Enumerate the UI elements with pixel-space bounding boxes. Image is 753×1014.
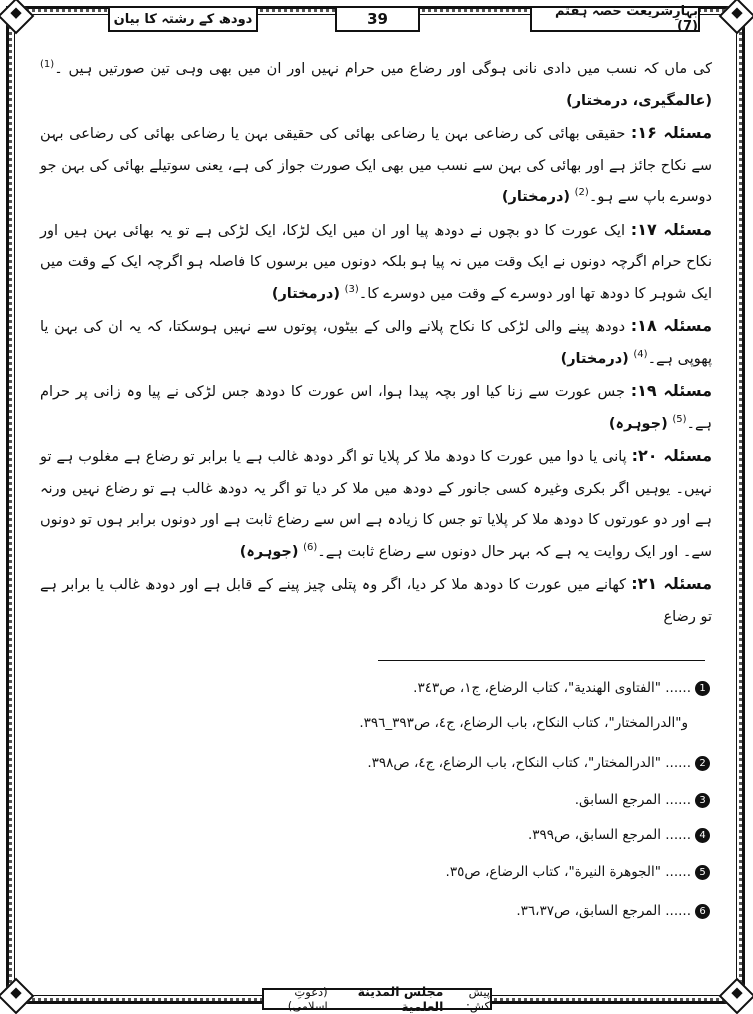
footnote-marker: (1) (40, 59, 55, 71)
header-chapter-title: دودھ کے رشتہ کا بیان (108, 6, 258, 32)
footnote-text: ...... المرجع السابق، ص٣٩٩. (527, 827, 691, 843)
footnote-text: ...... المرجع السابق، ص٣٦،٣٧. (516, 903, 691, 919)
citation: (درمختار) (501, 189, 571, 205)
footnote-text: و"الدرالمختار"، كتاب النكاح، باب الرضاع، ج٤، ص٣٩٣_٣٩٦. (359, 715, 688, 731)
footnote-text: ...... "الدرالمختار"، كتاب النكاح، باب الرضاع، ج٤، ص٣٩٨. (367, 755, 691, 771)
footnote-item (413, 680, 710, 696)
footnote-item (575, 792, 710, 808)
body-text: کی ماں کہ نسب میں دادی نانی ہوگی اور رضاع میں حرام نہیں اور ان میں بھی وہی تین صورتیں ہیں ۔ (54, 61, 712, 77)
footer-publisher-name: مجلس المدينة العلمية (357, 984, 444, 1014)
masala-17 (40, 214, 712, 311)
footnote-number: 6 (695, 904, 710, 919)
footnote-number: 3 (695, 793, 710, 808)
header-book-title: بہارِشریعت حصہ ہفتم (7) (530, 6, 700, 32)
masala-label: مسئلہ ۱۷: (630, 219, 713, 239)
masala-16 (40, 117, 712, 214)
footnote-text: ...... "الفتاوی الهندية"، كتاب الرضاع، ج١، ص٣٤٣. (413, 680, 691, 696)
footnote-item (528, 827, 710, 843)
masala-21 (40, 568, 712, 633)
page-body (40, 54, 712, 633)
footer-subtitle: (دعوتِ اسلامی) (287, 985, 328, 1013)
citation: (درمختار) (271, 285, 340, 302)
citation: (عالمگیری، درمختار) (566, 92, 712, 109)
footnote-marker: (3) (344, 283, 359, 295)
masala-19 (40, 375, 712, 440)
footnote-number: 1 (695, 681, 710, 696)
footnote-number: 4 (695, 828, 710, 843)
footnote-item (367, 755, 710, 771)
footnote-text: ...... "الجوهرة النيرة"، كتاب الرضاع، ص٣٥. (445, 864, 691, 880)
footnote-item (516, 903, 710, 919)
body-text: دودھ پینے والی لڑکی کا نکاح پلانے والی کے بیٹوں، پوتوں سے نہیں ہوسکتا، کہ یہ ان کی بہن یا پھوپی ہے۔ (40, 319, 712, 367)
paragraph-continuation (40, 54, 712, 117)
footnote-marker: (2) (574, 187, 589, 199)
masala-18 (40, 310, 712, 375)
footnote-marker: (6) (303, 541, 318, 553)
masala-20 (40, 440, 712, 568)
masala-label: مسئلہ ۲۱: (631, 574, 713, 593)
footnote-item (359, 715, 688, 731)
body-text: جس عورت سے زنا کیا اور بچہ پیدا ہوا، اس عورت کا دودھ جس لڑکی نے پیا وہ زانی پر حرام ہے۔ (40, 384, 712, 432)
body-text: پانی یا دوا میں عورت کا دودھ ملا کر پلایا تو اگر دودھ غالب ہے یا برابر تو رضاع ہے مغلوب ہے تو نہیں۔ یوہیں اگر بکری وغیرہ کسی جانور کے دودھ میں ملا کر دیا تو اگر یہ دودھ غالب ہے تو رضاع نہیں ورنہ ہے اور دو عورتوں کا دودھ ملا کر پلایا تو جس کا زیادہ ہے اس سے رضاع ثابت ہے اور دونوں برابر ہوں تو دونوں سے۔ اور ایک روایت یہ ہے کہ بہر حال دونوں سے رضاع ثابت ہے۔ (40, 449, 712, 560)
body-text: ایک عورت کا دو بچوں نے دودھ پیا اور ان میں ایک لڑکا، ایک لڑکی ہے تو یہ بھائی بہن ہیں اور نکاح حرام اگرچہ دونوں نے ایک وقت میں نہ پیا ہو بلکہ دونوں میں برسوں کا فاصلہ ہو اگرچہ ایک کے وقت میں ایک شوہر کا دودھ تھا اور دوسرے کے وقت میں دوسرے کا۔ (40, 222, 712, 302)
footnote-marker: (5) (672, 413, 687, 425)
footer-presented-by: پیش کش: (465, 985, 490, 1013)
footnote-number: 2 (695, 756, 710, 771)
body-text: حقیقی بھائی کی رضاعی بہن یا رضاعی بھائی کی حقیقی بہن یا رضاعی بھائی کی رضاعی بہن سے نکاح جائز ہے اور بھائی کی بہن سے نسب میں بھی ایک صورت جواز کی ہے، یعنی سوتیلے بھائی کی بہن جو دوسرے باپ سے ہو۔ (40, 126, 712, 205)
citation: (جوہرہ) (239, 543, 299, 560)
footer-publisher (262, 984, 492, 1014)
footnote-text: ...... المرجع السابق. (574, 792, 691, 808)
masala-label: مسئلہ ۱۶: (630, 123, 712, 142)
masala-label: مسئلہ ۱۸: (630, 316, 712, 335)
masala-label: مسئلہ ۲۰: (631, 446, 713, 465)
footnote-divider (378, 660, 705, 661)
footnote-item (446, 864, 710, 880)
footnote-marker: (4) (633, 348, 648, 360)
body-text: کھانے میں عورت کا دودھ ملا کر دیا، اگر وہ پتلی چیز پینے کے قابل ہے اور دودھ غالب یا برابر ہے تو رضاع (40, 577, 712, 625)
citation: (درمختار) (560, 350, 629, 367)
footnote-number: 5 (695, 865, 710, 880)
masala-label: مسئلہ ۱۹: (630, 381, 713, 400)
header-page-number: 39 (335, 6, 420, 32)
citation: (جوہرہ) (608, 415, 668, 432)
